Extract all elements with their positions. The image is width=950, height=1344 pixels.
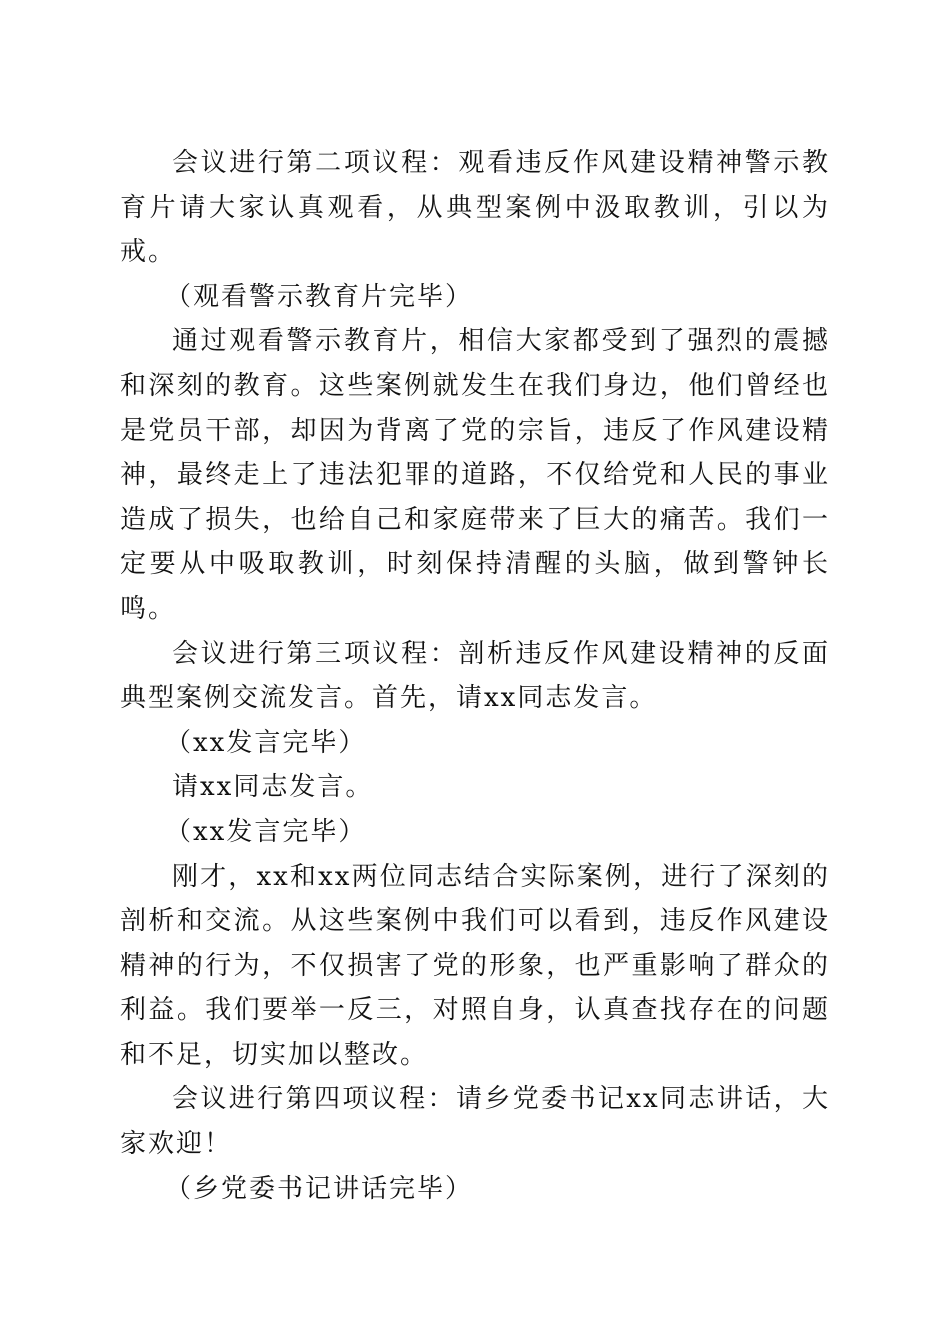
paragraph-agenda-two: 会议进行第二项议程：观看违反作风建设精神警示教育片请大家认真观看，从典型案例中汲取教训，引以为戒。: [120, 148, 830, 268]
paragraph-secretary-finished: （乡党委书记讲话完毕）: [165, 1173, 474, 1204]
paragraph-speech-finished-2: （xx发言完毕）: [165, 816, 367, 847]
paragraph-speech-finished-1: （xx发言完毕）: [165, 727, 367, 758]
paragraph-invite-speaker: 请xx同志发言。: [172, 772, 374, 803]
paragraph-video-finished: （观看警示教育片完毕）: [165, 281, 474, 312]
paragraph-agenda-three: 会议进行第三项议程：剖析违反作风建设精神的反面典型案例交流发言。首先，请xx同志发言。: [120, 638, 830, 714]
paragraph-agenda-four: 会议进行第四项议程：请乡党委书记xx同志讲话，大家欢迎！: [120, 1084, 830, 1160]
paragraph-summary: 刚才，xx和xx两位同志结合实际案例，进行了深刻的剖析和交流。从这些案例中我们可以看到，违反作风建设精神的行为，不仅损害了党的形象，也严重影响了群众的利益。我们要举一反三，对照自身，认真查找存在的问题和不足，切实加以整改。: [120, 861, 830, 1070]
paragraph-video-reflection: 通过观看警示教育片，相信大家都受到了强烈的震撼和深刻的教育。这些案例就发生在我们身边，他们曾经也是党员干部，却因为背离了党的宗旨，违反了作风建设精神，最终走上了违法犯罪的道路，不仅给党和人民的事业造成了损失，也给自己和家庭带来了巨大的痛苦。我们一定要从中吸取教训，时刻保持清醒的头脑，做到警钟长鸣。: [120, 326, 830, 624]
document-body: [120, 141, 830, 1211]
